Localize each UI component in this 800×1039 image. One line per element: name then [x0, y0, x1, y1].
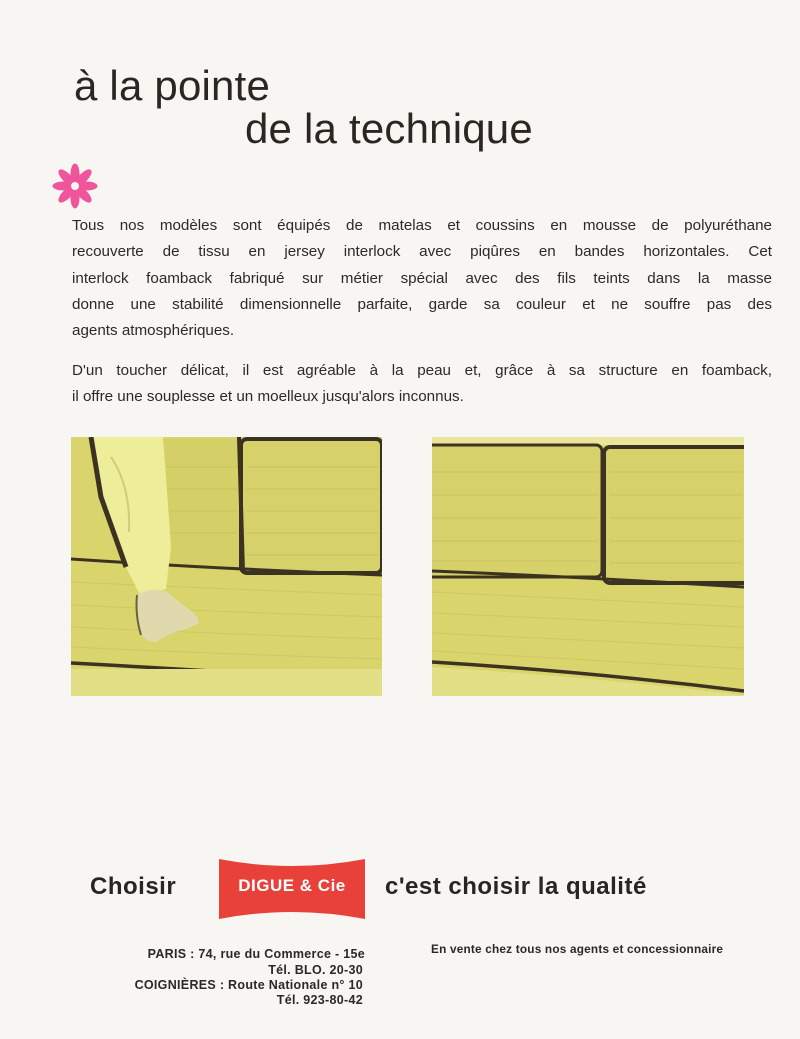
- paragraph-line: Tous nos modèles sont équipés de matelas et coussins en mousse de polyuréthane: [72, 217, 772, 234]
- paragraph-line: recouverte de tissu en jersey interlock avec piqûres en bandes horizontales. Cet: [72, 243, 772, 261]
- paragraph-line: interlock foamback fabriqué sur métier spécial avec des fils teints dans la masse: [72, 269, 772, 287]
- paragraph-comfort: [72, 358, 772, 411]
- asterisk-icon: [50, 161, 100, 211]
- paragraph-line: agents atmosphériques.: [72, 322, 235, 340]
- paragraph-materials: [72, 213, 772, 344]
- address-paris: PARIS : 74, rue du Commerce - 15e: [147, 947, 365, 961]
- photo-hand-pressing-cushion: [71, 437, 382, 696]
- paragraph-line: donne une stabilité dimensionnelle parfaite, garde sa couleur et ne souffre pas des: [72, 295, 772, 313]
- address-coignieres: COIGNIÈRES : Route Nationale n° 10: [134, 978, 363, 992]
- phone-paris: Tél. BLO. 20-30: [268, 963, 363, 977]
- heading-line-1: à la pointe: [74, 62, 271, 109]
- brand-name: DIGUE & Cie: [238, 876, 346, 895]
- sales-note: En vente chez tous nos agents et concessionnaire: [431, 942, 724, 956]
- phone-coignieres: Tél. 923-80-42: [276, 993, 363, 1007]
- slogan-before: Choisir: [90, 873, 177, 900]
- photo-cushion-restored: [432, 437, 744, 696]
- slogan-after: c'est choisir la qualité: [385, 873, 647, 900]
- heading-line-2: de la technique: [245, 105, 533, 152]
- paragraph-line: D'un toucher délicat, il est agréable à la peau et, grâce à sa structure en foamback,: [72, 362, 772, 379]
- paragraph-line: il offre une souplesse et un moelleux jusqu'alors inconnus.: [72, 388, 464, 406]
